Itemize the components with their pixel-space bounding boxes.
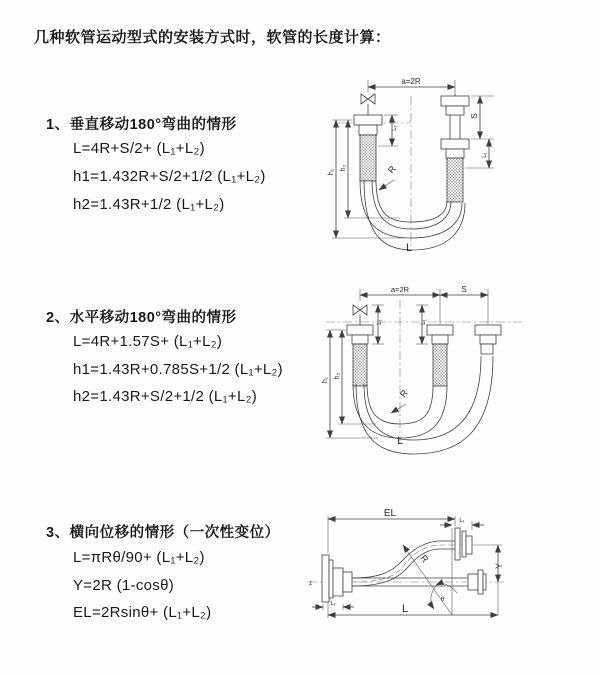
page-title: 几种软管运动型式的安装方式时，软管的长度计算： — [34, 29, 391, 46]
dim-label-r: R — [397, 387, 410, 400]
section-3-formula-EL: EL=2Rsinθ+ (L₁+L₂) — [73, 604, 212, 621]
dim-label-a2r: a=2R — [401, 77, 421, 86]
dim-label-h2: h₂ — [334, 372, 341, 380]
dim-h1 — [322, 330, 378, 438]
dim-label-l1: L₁ — [392, 125, 398, 131]
section-2-formula-h2: h2=1.43R+S/2+1/2 (L₁+L₂) — [73, 388, 258, 405]
displaced-hose — [352, 528, 472, 586]
dim-label-y: Y — [494, 562, 504, 570]
dim-label-l: L — [401, 603, 409, 615]
section-2-formula-L: L=4R+1.57S+ (L₁+L₂) — [73, 333, 223, 350]
section-3-heading: 3、横向位移的情形（一次性变位） — [46, 525, 280, 541]
dim-label-s: S — [470, 113, 479, 119]
dim-radius — [391, 387, 410, 413]
section-2-formula-h1: h1=1.43R+0.785S+1/2 (L₁+L₂) — [73, 361, 283, 378]
dim-label-h2: h₂ — [340, 164, 347, 172]
section-2-heading: 2、水平移动180°弯曲的情形 — [46, 310, 237, 326]
dim-label-l1: L₁ — [377, 319, 383, 325]
right-fitting — [475, 325, 501, 354]
hose-u-curves — [353, 356, 493, 454]
dim-label-s: S — [461, 285, 467, 294]
dim-label-theta: θ — [441, 597, 445, 603]
dim-a2r — [368, 77, 455, 94]
dim-label-el: EL — [383, 508, 397, 519]
middle-fitting — [427, 325, 453, 386]
dim-l1-left — [372, 305, 384, 344]
section-1-formula-L: L=4R+S/2+ (L₁+L₂) — [73, 140, 205, 157]
diagram-horizontal-180-bend — [318, 280, 533, 458]
left-flange — [322, 555, 352, 602]
dim-label-l1-bottom: L₁ — [330, 601, 336, 607]
left-fitting — [347, 325, 373, 386]
section-1-formula-h2: h2=1.43R+1/2 (L₁+L₂) — [73, 196, 225, 213]
dim-label-l1-right: L₁ — [482, 152, 488, 158]
dim-label-l: L — [397, 436, 403, 447]
dim-radius — [379, 163, 398, 190]
dim-label-r: R — [385, 163, 398, 176]
left-fitting — [354, 115, 382, 181]
dim-label-a2r: a=2R — [390, 285, 410, 294]
section-1-formula-h1: h1=1.432R+S/2+1/2 (L₁+L₂) — [73, 168, 266, 185]
diagram-lateral-displacement — [300, 498, 570, 633]
dim-el — [328, 508, 455, 553]
dim-label-h1: h₁ — [322, 376, 329, 384]
dim-a2r-s — [360, 285, 488, 324]
dim-l1-middle — [416, 305, 428, 344]
section-3-formula-Y: Y=2R (1-cosθ) — [73, 577, 175, 594]
dim-l — [328, 602, 498, 618]
dim-l1-top — [440, 518, 484, 530]
dim-label-l1-mid: L₁ — [421, 319, 427, 325]
dim-label-r: R — [418, 553, 431, 565]
diagram-vertical-180-bend — [308, 68, 508, 256]
axis-mark: z — [309, 581, 312, 587]
hose-centerline — [352, 545, 472, 582]
dim-label-l: L — [405, 242, 413, 254]
dim-s — [465, 96, 494, 168]
right-fitting — [441, 94, 469, 202]
dim-l1-bottom — [312, 601, 354, 610]
dim-label-l1-top: L₁ — [459, 518, 465, 524]
section-1-heading: 1、垂直移动180°弯曲的情形 — [46, 117, 237, 133]
valve-icon — [361, 94, 375, 104]
section-3-formula-L: L=πRθ/90+ (L₁+L₂) — [73, 549, 205, 566]
valve-icon — [353, 305, 367, 315]
dim-label-h1: h₁ — [328, 168, 335, 176]
